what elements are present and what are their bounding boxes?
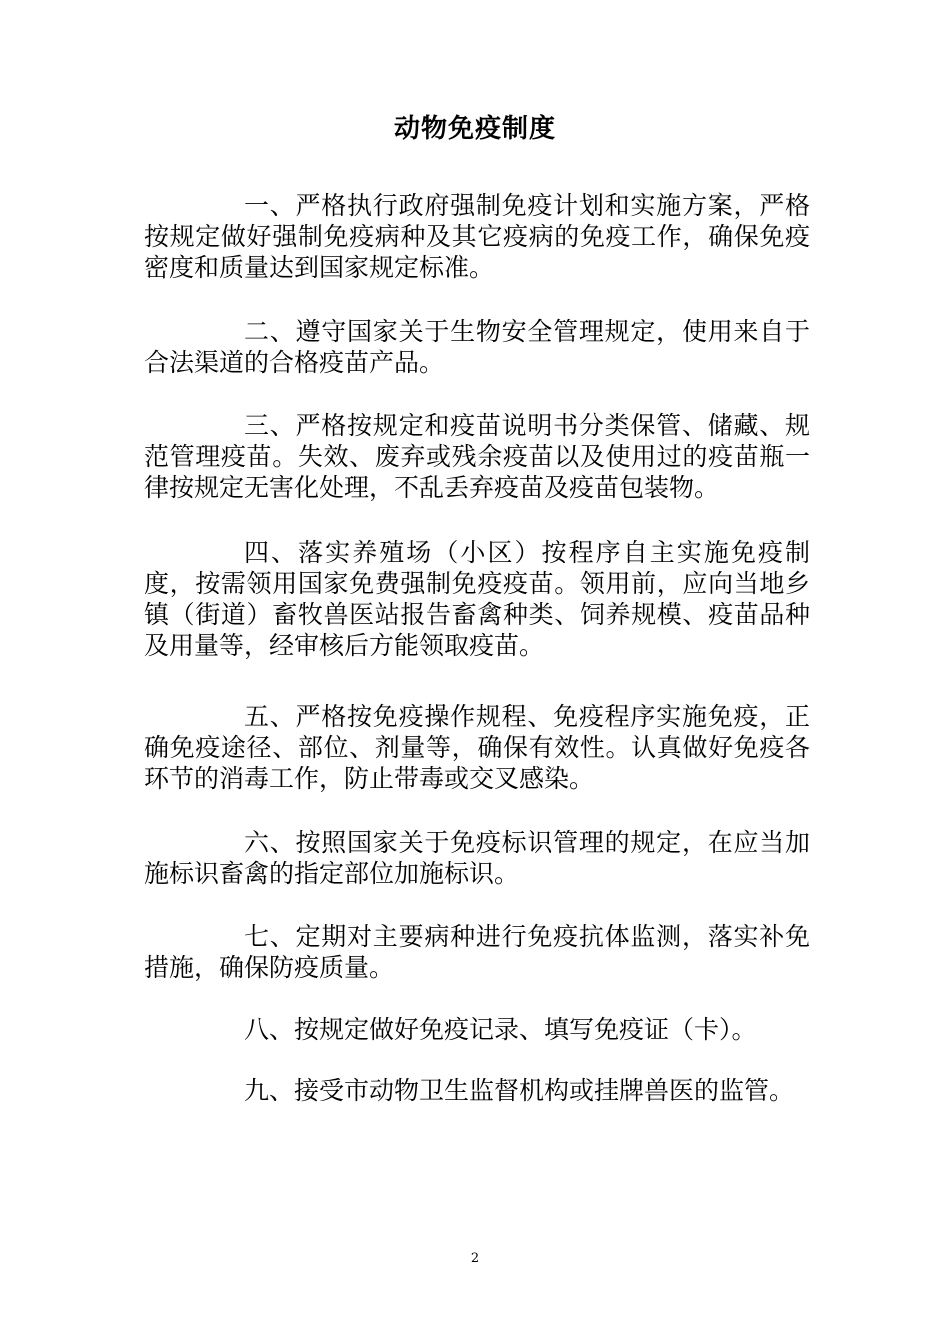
paragraph-9: 九、接受市动物卫生监督机构或挂牌兽医的监管。 [244,1076,795,1105]
document-title: 动物免疫制度 [393,114,556,144]
paragraph-5: 五、严格按免疫操作规程、免疫程序实施免疫，正确免疫途径、部位、剂量等，确保有效性。认真做好免疫各环节的消毒工作，防止带毒或交叉感染。 [144,702,810,793]
paragraph-3: 三、严格按规定和疫苗说明书分类保管、储藏、规范管理疫苗。失效、废弃或残余疫苗以及使用过的疫苗瓶一律按规定无害化处理，不乱丢弃疫苗及疫苗包装物。 [144,411,810,502]
paragraph-6: 六、按照国家关于免疫标识管理的规定，在应当加施标识畜禽的指定部位加施标识。 [144,828,810,888]
paragraph-8: 八、按规定做好免疫记录、填写免疫证（卡）。 [244,1015,757,1044]
page-number: 2 [470,1251,480,1266]
paragraph-7: 七、定期对主要病种进行免疫抗体监测，落实补免措施，确保防疫质量。 [144,922,810,982]
paragraph-1: 一、严格执行政府强制免疫计划和实施方案，严格按规定做好强制免疫病种及其它疫病的免疫工作，确保免疫密度和质量达到国家规定标准。 [144,191,810,282]
paragraph-4: 四、落实养殖场（小区）按程序自主实施免疫制度，按需领用国家免费强制免疫疫苗。领用前，应向当地乡镇（街道）畜牧兽医站报告畜禽种类、饲养规模、疫苗品种及用量等，经审核后方能领取疫苗。 [144,538,810,660]
paragraph-2: 二、遵守国家关于生物安全管理规定，使用来自于合法渠道的合格疫苗产品。 [144,317,810,377]
